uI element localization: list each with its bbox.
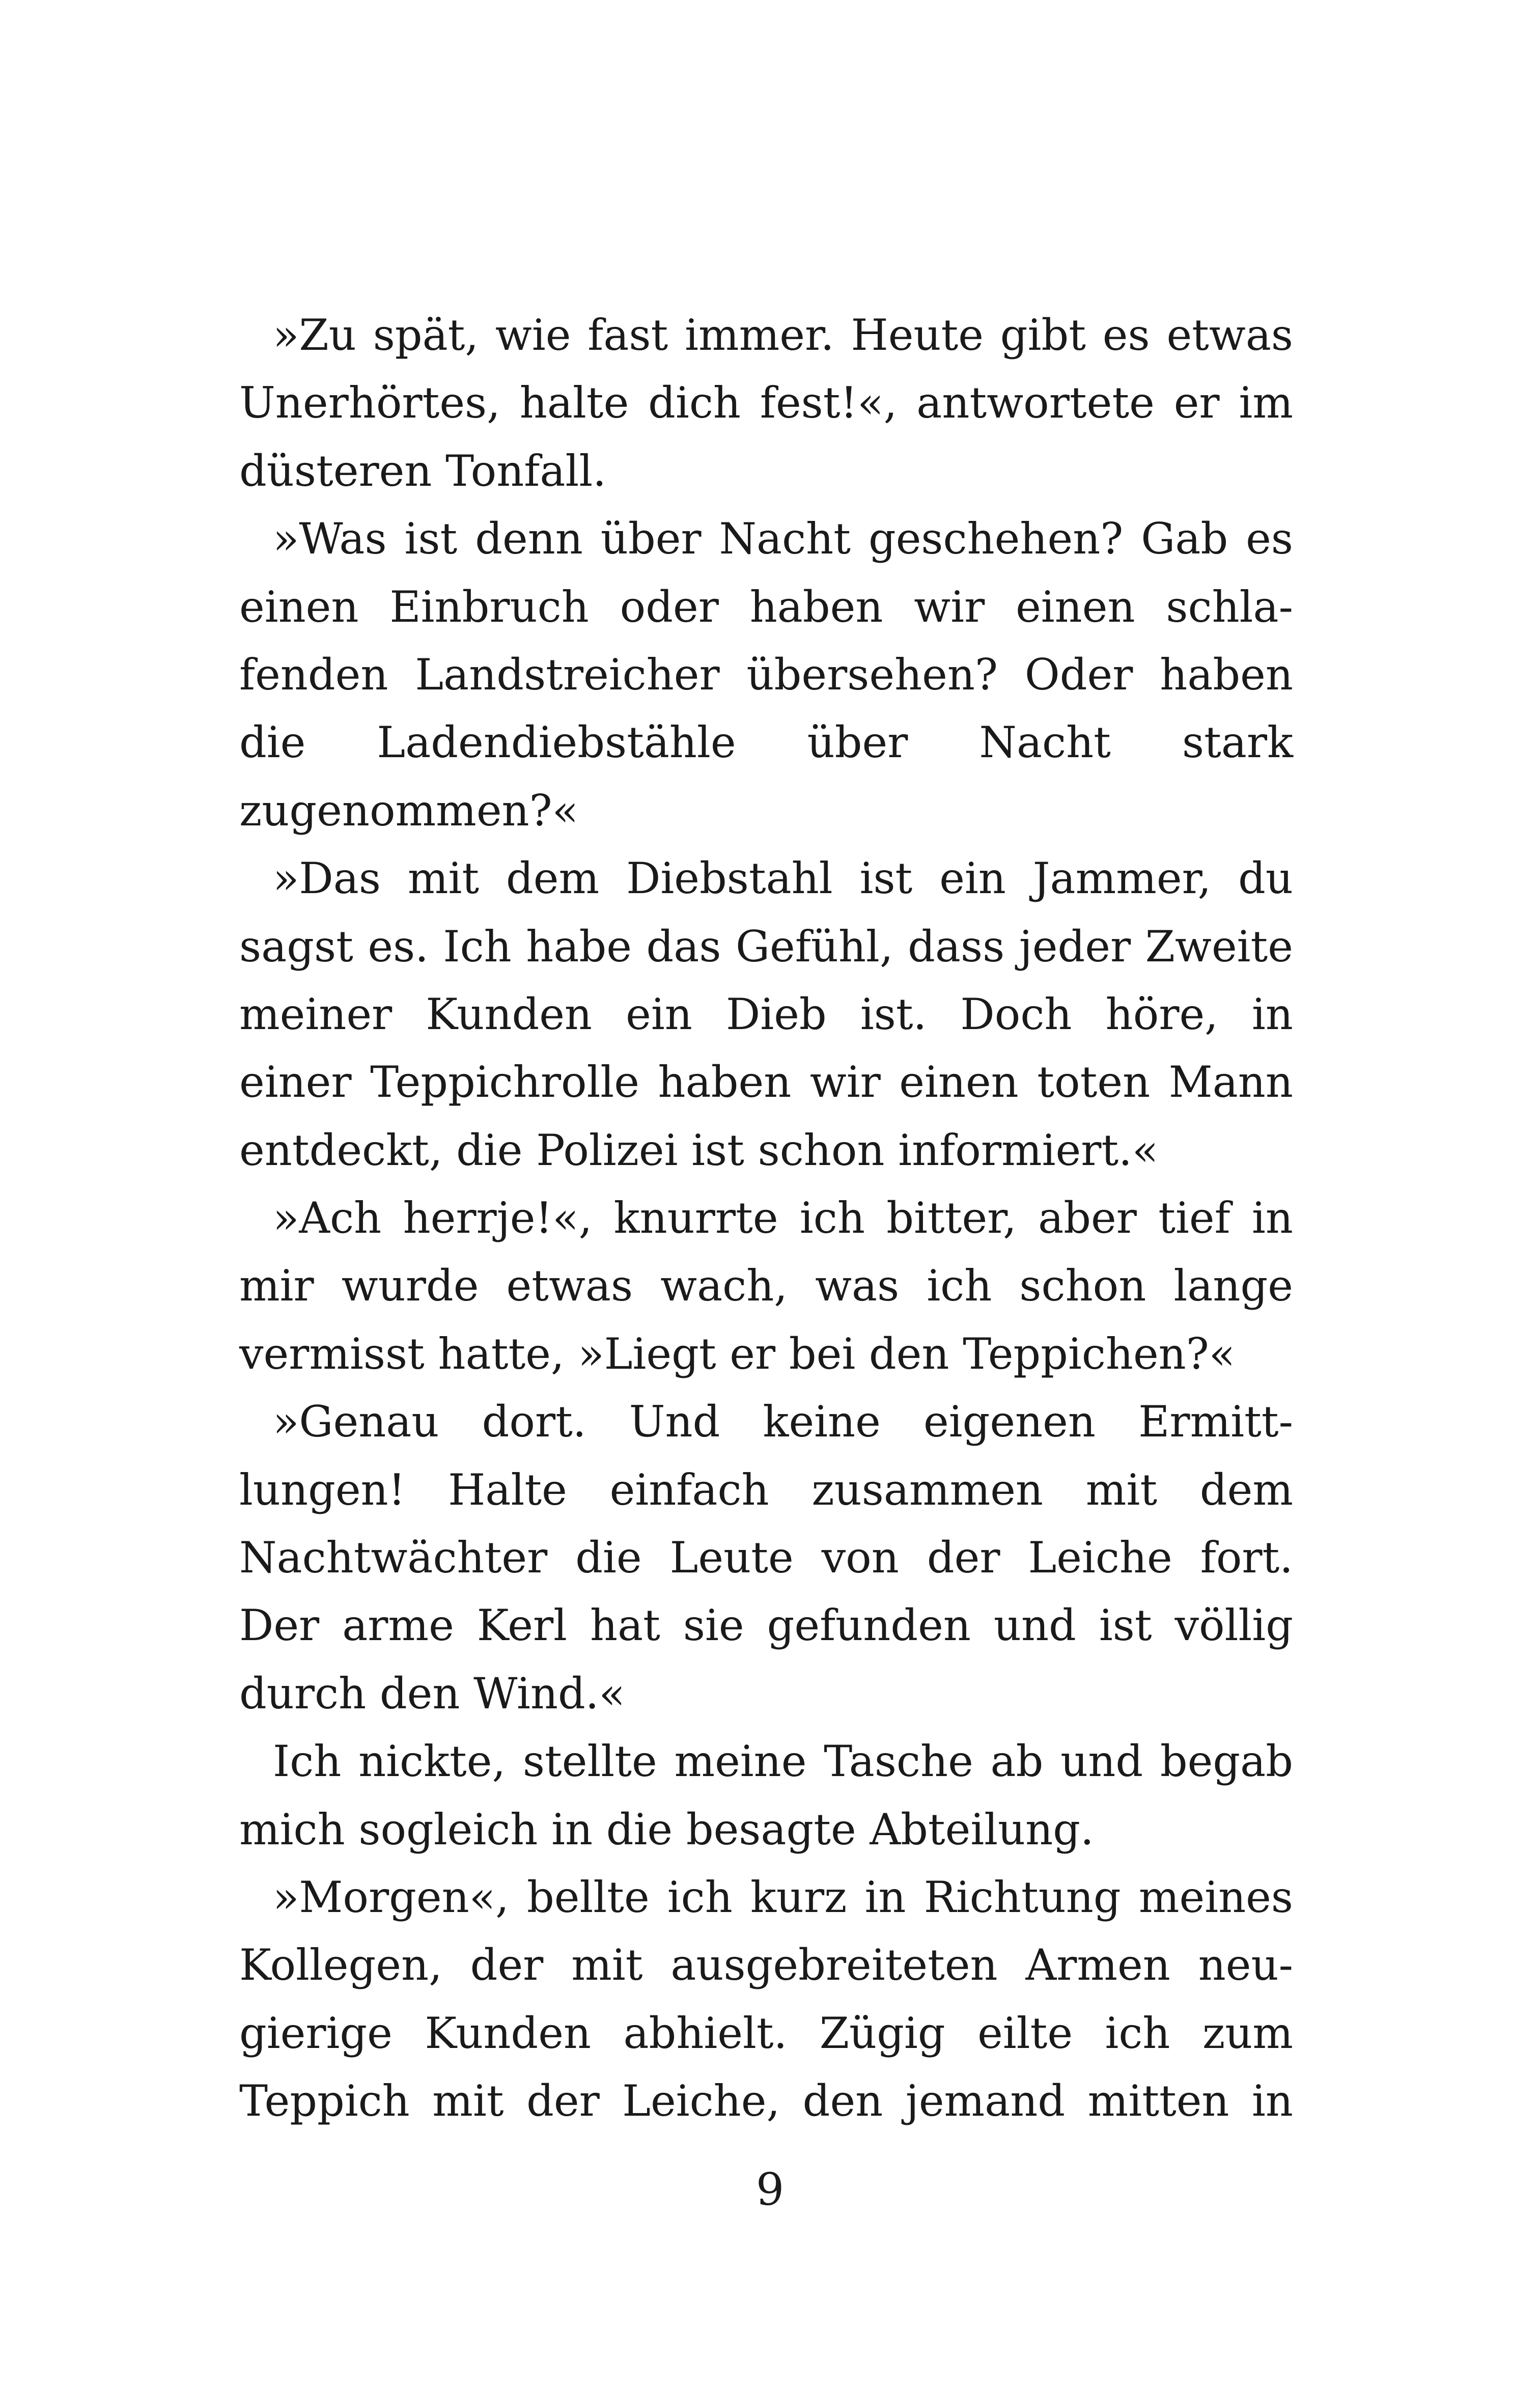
- text-line: »Das mit dem Diebstahl ist ein Jammer, du: [273, 853, 1293, 904]
- text-line: Der arme Kerl hat sie gefunden und ist völlig: [239, 1600, 1293, 1651]
- text-line: einen Einbruch oder haben wir einen schla-: [239, 581, 1293, 632]
- text-line: meiner Kunden ein Dieb ist. Doch höre, in: [239, 989, 1293, 1039]
- text-line: »Ach herrje!«, knurrte ich bitter, aber tief in: [273, 1193, 1293, 1243]
- text-line: »Morgen«, bellte ich kurz in Richtung meines: [273, 1872, 1293, 1922]
- body-text: [239, 301, 1293, 2136]
- text-line: »Was ist denn über Nacht geschehen? Gab es: [273, 514, 1293, 564]
- text-line: Unerhörtes, halte dich fest!«, antwortete er im: [239, 378, 1293, 428]
- text-line: düsteren Tonfall.: [239, 446, 606, 496]
- text-line: Teppich mit der Leiche, den jemand mitten in: [239, 2076, 1293, 2126]
- text-line: Nachtwächter die Leute von der Leiche fort.: [239, 1533, 1293, 1583]
- text-line: »Zu spät, wie fast immer. Heute gibt es etwas: [273, 310, 1293, 360]
- text-line: die Ladendiebstähle über Nacht stark: [239, 717, 1293, 768]
- text-line: vermisst hatte, »Liegt er bei den Teppichen?«: [239, 1328, 1236, 1379]
- text-line: einer Teppichrolle haben wir einen toten Mann: [239, 1057, 1293, 1107]
- page-number: 9: [755, 2164, 785, 2215]
- text-line: sagst es. Ich habe das Gefühl, dass jeder Zweite: [239, 921, 1293, 972]
- text-line: lungen! Halte einfach zusammen mit dem: [239, 1464, 1293, 1515]
- text-line: zugenommen?«: [239, 785, 579, 836]
- text-line: »Genau dort. Und keine eigenen Ermitt-: [273, 1397, 1293, 1447]
- text-line: gierige Kunden abhielt. Zügig eilte ich zum: [239, 2008, 1293, 2058]
- text-line: Ich nickte, stellte meine Tasche ab und begab: [273, 1736, 1293, 1787]
- text-line: durch den Wind.«: [239, 1668, 625, 1719]
- text-line: fenden Landstreicher übersehen? Oder haben: [239, 649, 1293, 700]
- text-line: Kollegen, der mit ausgebreiteten Armen neu-: [239, 1940, 1293, 1990]
- text-line: entdeckt, die Polizei ist schon informiert.«: [239, 1125, 1159, 1175]
- text-line: mir wurde etwas wach, was ich schon lange: [239, 1261, 1293, 1311]
- text-line: mich sogleich in die besagte Abteilung.: [239, 1804, 1094, 1854]
